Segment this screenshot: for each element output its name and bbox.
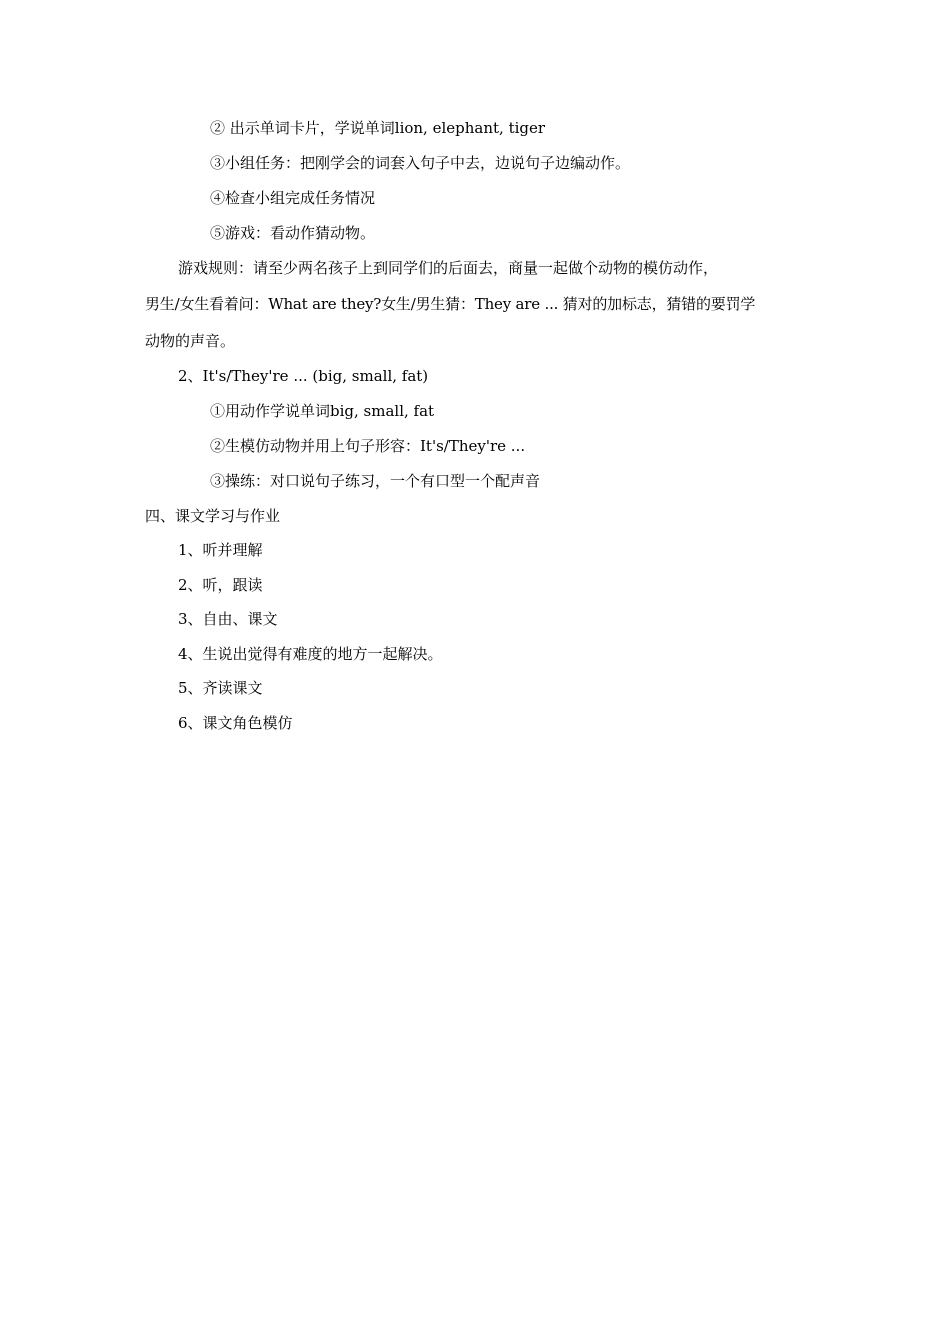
list-item-1: 1、听并理解 [178, 541, 263, 559]
list-item-3: 3、自由、课文 [178, 610, 278, 628]
step-check-group-task: ④检查小组完成任务情况 [210, 189, 376, 207]
step-show-word-cards: ② 出示单词卡片，学说单词lion, elephant, tiger [210, 119, 546, 137]
step-learn-adjectives: ①用动作学说单词big, small, fat [210, 402, 435, 420]
list-item-4: 4、生说出觉得有难度的地方一起解决。 [178, 645, 443, 663]
step-group-task: ③小组任务：把刚学会的词套入句子中去，边说句子边编动作。 [210, 154, 631, 172]
list-item-5: 5、齐读课文 [178, 679, 263, 697]
game-rules-line-2: 男生/女生看着问：What are they?女生/男生猜：They are ... 猜对的加标志，猜错的要罚学 [145, 295, 756, 313]
step-practice: ③操练：对口说句子练习，一个有口型一个配声音 [210, 472, 541, 490]
step-guessing-game: ⑤游戏：看动作猜动物。 [210, 224, 376, 242]
game-rules-line-3: 动物的声音。 [145, 332, 236, 350]
section-4-heading: 四、课文学习与作业 [145, 507, 281, 525]
list-item-6: 6、课文角色模仿 [178, 714, 293, 732]
game-rules-line-1: 游戏规则：请至少两名孩子上到同学们的后面去，商量一起做个动物的模仿动作， [178, 259, 719, 277]
step-imitate-animals: ②生模仿动物并用上句子形容：It's/They're ... [210, 437, 526, 455]
list-item-2: 2、听，跟读 [178, 576, 263, 594]
section-2-heading: 2、It's/They're ... (big, small, fat) [178, 367, 429, 385]
